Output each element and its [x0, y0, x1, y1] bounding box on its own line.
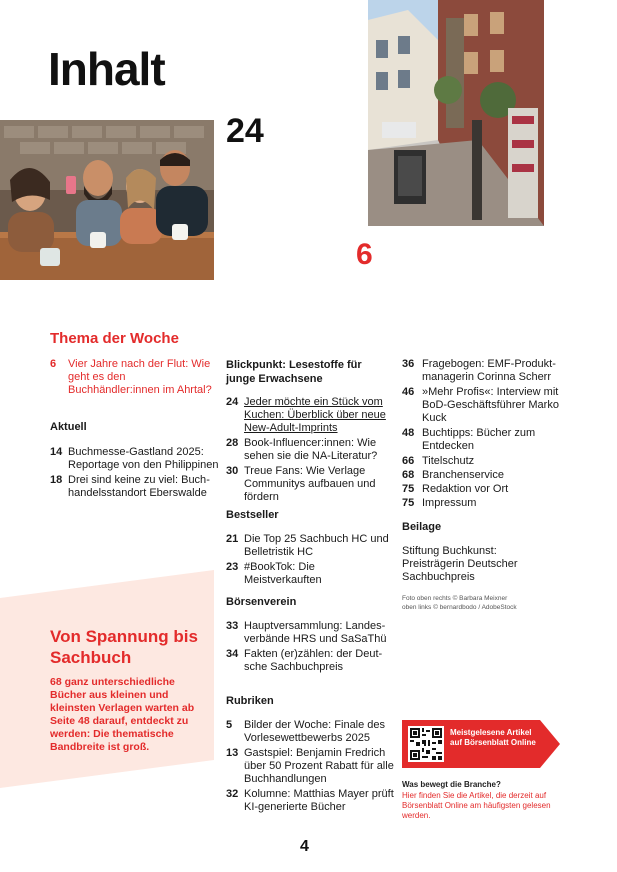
- blickpunkt-list: [226, 396, 394, 504]
- toc-page: 46: [402, 386, 415, 398]
- toc-entry[interactable]: [402, 497, 562, 510]
- toc-text: Redaktion vor Ort: [422, 483, 509, 495]
- toc-text: Kolumne: Matthias Mayer prüft KI-generierte Bücher: [244, 788, 394, 813]
- toc-entry[interactable]: [50, 446, 220, 472]
- beilage-heading: Beilage: [402, 521, 442, 533]
- toc-page: 33: [226, 620, 239, 632]
- toc-text: »Mehr Profis«: Interview mit BoD-Geschäftsführer Marko Kuck: [422, 386, 559, 424]
- toc-entry[interactable]: [226, 561, 394, 587]
- photo-right-page-callout: 6: [356, 238, 373, 271]
- bestseller-list: [226, 533, 394, 587]
- boersenverein-heading: Börsenverein: [226, 596, 297, 608]
- page-number: 4: [300, 838, 309, 855]
- toc-text: Titelschutz: [422, 455, 475, 467]
- toc-entry[interactable]: [402, 483, 562, 496]
- toc-entry[interactable]: [226, 648, 394, 674]
- toc-page: 24: [226, 396, 239, 408]
- toc-entry[interactable]: [226, 719, 394, 745]
- toc-text: Treue Fans: Wie Verlage Communitys aufbauen und fördern: [244, 465, 376, 503]
- toc-text: Vier Jahre nach der Flut: Wie geht es den Buchhändler:innen im Ahrtal?: [68, 358, 212, 396]
- toc-entry[interactable]: [402, 469, 562, 482]
- toc-link-text[interactable]: Jeder möchte ein Stück vom Kuchen: Überblick über neue New-Adult-Imprints: [244, 396, 386, 434]
- toc-text: Buchmesse-Gastland 2025: Reportage von den Philippinen: [68, 446, 219, 471]
- toc-entry[interactable]: [50, 474, 220, 500]
- toc-page: 30: [226, 465, 239, 477]
- beilage-text: Stiftung Buchkunst: Preisträgerin Deutscher Sachbuchpreis: [402, 545, 518, 583]
- bestseller-heading: Bestseller: [226, 509, 279, 521]
- thema-der-woche-heading: Thema der Woche: [50, 330, 179, 347]
- toc-text: Hauptversammlung: Landesverbände HRS und SaSaThü: [244, 620, 387, 645]
- page-title: Inhalt: [48, 43, 165, 95]
- promo-label[interactable]: Meistgelesene Artikel auf Börsenblatt Online: [450, 728, 536, 747]
- toc-text: Buchtipps: Bücher zum Entdecken: [422, 427, 536, 452]
- toc-page: 28: [226, 437, 239, 449]
- toc-page: 75: [402, 483, 415, 495]
- toc-entry[interactable]: [226, 465, 394, 504]
- thema-list: [50, 358, 220, 397]
- toc-page: 36: [402, 358, 415, 370]
- qr-code-icon[interactable]: [408, 726, 444, 762]
- toc-text: Fragebogen: EMF-Produktmanagerin Corinna Scherr: [422, 358, 556, 383]
- toc-text: #BookTok: Die Meistverkauften: [244, 561, 322, 586]
- toc-text: Gastspiel: Benjamin Fredrich über 50 Prozent Rabatt für alle Buchhandlungen: [244, 747, 394, 785]
- toc-entry[interactable]: [226, 620, 394, 646]
- toc-page: 14: [50, 446, 63, 458]
- promo-description: Hier finden Sie die Artikel, die derzeit auf Börsenblatt Online am häufigsten gelesen werden.: [402, 791, 551, 820]
- toc-text: Fakten (er)zählen: der Deutsche Sachbuchpreis: [244, 648, 383, 673]
- toc-page: 66: [402, 455, 415, 467]
- toc-text: Book-Influencer:innen: Wie sehen sie die NA-Literatur?: [244, 437, 378, 462]
- feature-text: 68 ganz unterschiedliche Bücher aus kleinen und kleinsten Verlagen warten ab Seite 48 darauf, entdeckt zu werden: Die thematische Bandbreite ist groß.: [50, 676, 195, 753]
- toc-page: 18: [50, 474, 63, 486]
- rubriken-list: [226, 719, 394, 814]
- toc-entry[interactable]: [402, 427, 562, 453]
- photo-friends-selfie: [0, 120, 214, 280]
- toc-entry[interactable]: [50, 358, 220, 397]
- feature-title: Von Spannung bis Sachbuch: [50, 627, 198, 667]
- toc-entry[interactable]: [226, 533, 394, 559]
- toc-entry[interactable]: [226, 396, 394, 435]
- toc-page: 6: [50, 358, 57, 370]
- toc-page: 34: [226, 648, 239, 660]
- toc-page: 68: [402, 469, 415, 481]
- toc-entry[interactable]: [402, 386, 562, 425]
- toc-entry[interactable]: [402, 455, 562, 468]
- toc-page: 13: [226, 747, 239, 759]
- toc-page: 23: [226, 561, 239, 573]
- toc-page: 32: [226, 788, 239, 800]
- toc-text: Branchenservice: [422, 469, 504, 481]
- photo-town-street: [368, 0, 544, 226]
- toc-text: Bilder der Woche: Finale des Vorlesewettbewerbs 2025: [244, 719, 386, 744]
- photo-credit-line: Foto oben rechts © Barbara Meixner: [402, 595, 508, 602]
- aktuell-heading: Aktuell: [50, 421, 87, 433]
- toc-page: 75: [402, 497, 415, 509]
- rubriken-heading: Rubriken: [226, 695, 274, 707]
- photo-left-page-callout: 24: [226, 112, 264, 150]
- toc-page: 48: [402, 427, 415, 439]
- aktuell-list: [50, 446, 220, 500]
- toc-entry[interactable]: [226, 747, 394, 786]
- misc-list: [402, 358, 562, 510]
- toc-text: Die Top 25 Sachbuch HC und Belletristik HC: [244, 533, 389, 558]
- toc-page: 21: [226, 533, 239, 545]
- toc-entry[interactable]: [226, 437, 394, 463]
- promo-question: Was bewegt die Branche?: [402, 780, 501, 789]
- photo-credits: [402, 594, 562, 612]
- boersenverein-list: [226, 620, 394, 674]
- toc-entry[interactable]: [402, 358, 562, 384]
- toc-text: Drei sind keine zu viel: Buchhandelsstandort Eberswalde: [68, 474, 210, 499]
- photo-credit-line: oben links © bernardbodo / AdobeStock: [402, 604, 517, 611]
- blickpunkt-heading: Blickpunkt: Lesestoffe für junge Erwachsene: [226, 359, 362, 385]
- toc-text: Impressum: [422, 497, 477, 509]
- toc-entry[interactable]: [226, 788, 394, 814]
- toc-page: 5: [226, 719, 233, 731]
